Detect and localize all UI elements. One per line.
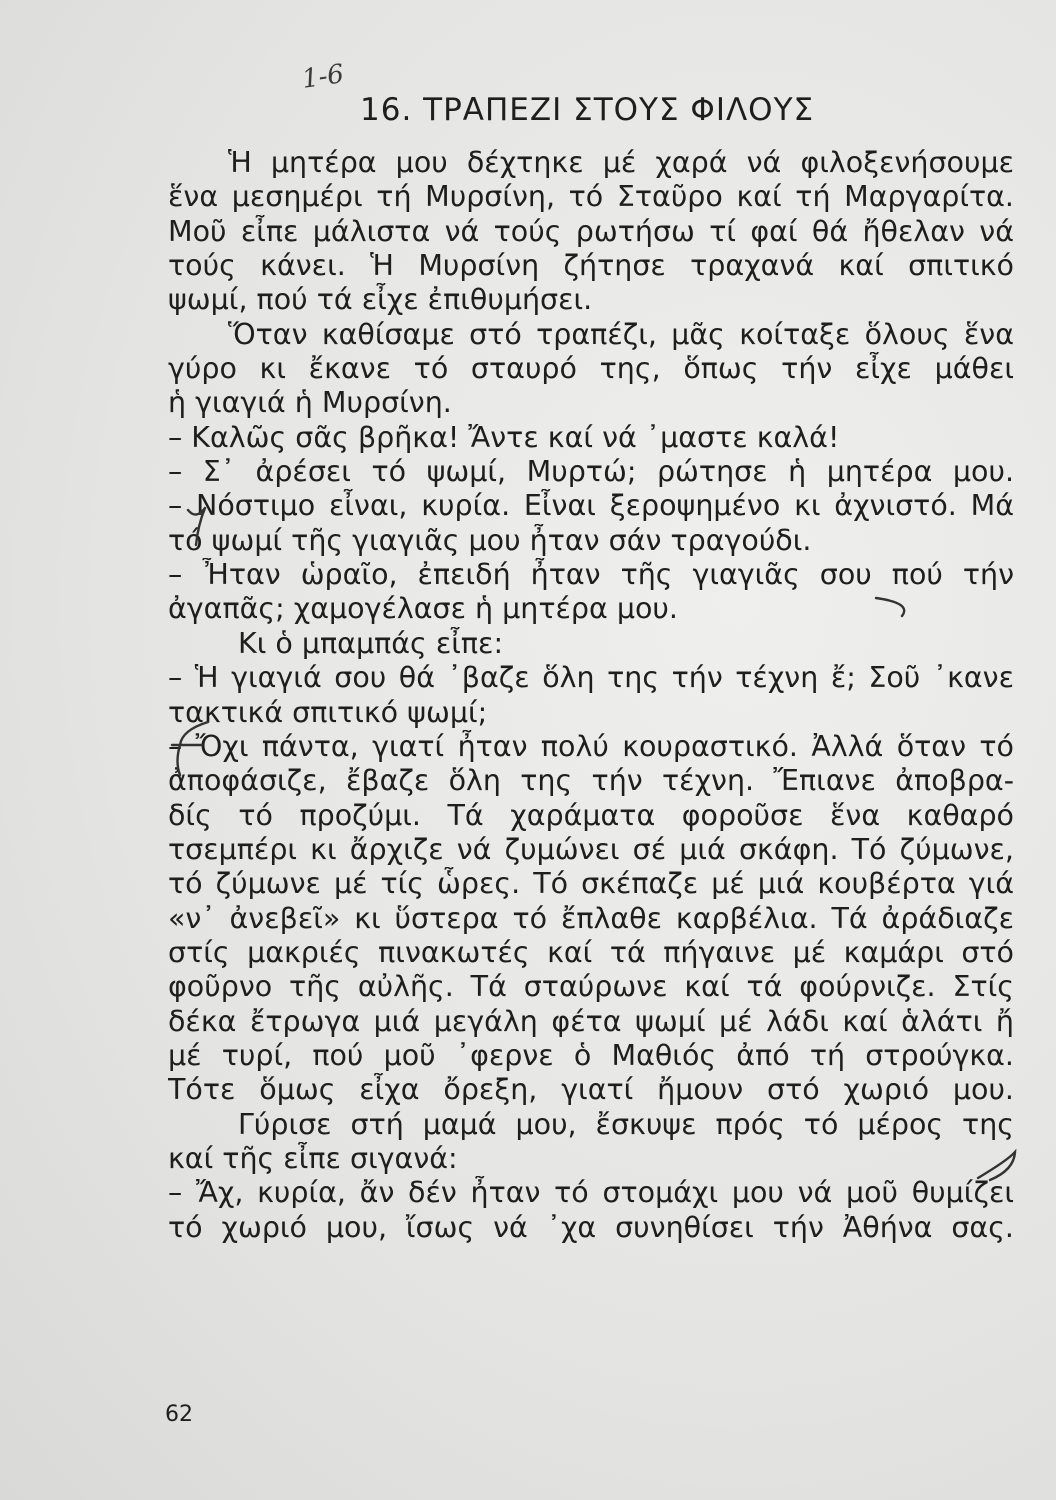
text-line: – Ἡ γιαγιά σου θά ᾽βαζε ὅλη της τήν τέχνη ἔ; Σοῦ ᾽κανε bbox=[168, 661, 1014, 695]
text-line: τούς κάνει. Ἡ Μυρσίνη ζήτησε τραχανά καί σπιτικό bbox=[168, 249, 1014, 283]
text-line: καί τῆς εἶπε σιγανά: bbox=[168, 1141, 458, 1175]
text-line: – Ἦταν ὡραῖο, ἐπειδή ἦταν τῆς γιαγιᾶς σου πού τήν bbox=[168, 558, 1014, 592]
text-line: – Ὄχι πάντα, γιατί ἦταν πολύ κουραστικό. Ἀλλά ὅταν τό bbox=[168, 729, 1014, 763]
text-line: ψωμί, πού τά εἶχε ἐπιθυμήσει. bbox=[168, 283, 593, 317]
text-line: – Νόστιμο εἶναι, κυρία. Εἶναι ξεροψημένο κι ἀχνιστό. Μά bbox=[168, 489, 1014, 523]
text-line: Ὅταν καθίσαμε στό τραπέζι, μᾶς κοίταξε ὅλους ἕνα bbox=[228, 317, 1014, 351]
text-line: τό ψωμί τῆς γιαγιᾶς μου ἦταν σάν τραγούδι. bbox=[168, 523, 812, 557]
text-line: ἕνα μεσημέρι τή Μυρσίνη, τό Σταῦρο καί τή Μαργαρίτα. bbox=[168, 180, 1014, 214]
text-line: τακτικά σπιτικό ψωμί; bbox=[168, 695, 488, 729]
text-line: Ἡ μητέρα μου δέχτηκε μέ χαρά νά φιλοξενήσουμε bbox=[228, 146, 1014, 179]
text-line: – Σ᾽ ἀρέσει τό ψωμί, Μυρτώ; ρώτησε ἡ μητέρα μου. bbox=[168, 455, 1014, 489]
text-line: «ν᾽ ἀνεβεῖ» κι ὕστερα τό ἔπλαθε καρβέλια. Τά ἀράδιαζε bbox=[168, 901, 1014, 935]
chapter-title: 16. ΤΡΑΠΕΖΙ ΣΤΟΥΣ ΦΙΛΟΥΣ bbox=[360, 92, 815, 128]
text-line: – Καλῶς σᾶς βρῆκα! Ἄντε καί νά ᾽μαστε καλά! bbox=[168, 420, 840, 454]
text-line: ἡ γιαγιά ἡ Μυρσίνη. bbox=[168, 386, 452, 420]
text-line: φοῦρνο τῆς αὐλῆς. Τά σταύρωνε καί τά φούρνιζε. Στίς bbox=[168, 970, 1014, 1004]
text-line: Μοῦ εἶπε μάλιστα νά τούς ρωτήσω τί φαί θά ἤθελαν νά bbox=[168, 214, 1014, 248]
body-text bbox=[168, 146, 1014, 1245]
text-line: τό χωριό μου, ἴσως νά ᾽χα συνηθίσει τήν Ἀθήνα σας. bbox=[168, 1210, 1014, 1244]
text-line: ἀποφάσιζε, ἔβαζε ὅλη της τήν τέχνη. Ἔπιανε ἀποβρα- bbox=[168, 764, 1014, 798]
text-line: – Ἄχ, κυρία, ἄν δέν ἦταν τό στομάχι μου νά μοῦ θυμίζει bbox=[168, 1176, 1014, 1210]
text-line: δίς τό προζύμι. Τά χαράματα φοροῦσε ἕνα καθαρό bbox=[168, 798, 1014, 832]
text-line: Τότε ὅμως εἶχα ὄρεξη, γιατί ἤμουν στό χωριό μου. bbox=[168, 1073, 1014, 1107]
text-line: Κι ὁ μπαμπάς εἶπε: bbox=[238, 626, 504, 660]
text-line: ἀγαπᾶς; χαμογέλασε ἡ μητέρα μου. bbox=[168, 592, 678, 626]
handwritten-margin-note: 1-6 bbox=[300, 59, 346, 95]
text-line: δέκα ἔτρωγα μιά μεγάλη φέτα ψωμί μέ λάδι καί ἁλάτι ἤ bbox=[168, 1004, 1014, 1038]
text-line: γύρο κι ἔκανε τό σταυρό της, ὅπως τήν εἶχε μάθει bbox=[168, 352, 1014, 386]
text-line: τό ζύμωνε μέ τίς ὧρες. Τό σκέπαζε μέ μιά κουβέρτα γιά bbox=[168, 867, 1014, 901]
text-line: Γύρισε στή μαμά μου, ἔσκυψε πρός τό μέρος της bbox=[238, 1107, 1014, 1141]
page-number: 62 bbox=[165, 1402, 193, 1427]
text-line: στίς μακριές πινακωτές καί τά πήγαινε μέ καμάρι στό bbox=[168, 935, 1014, 969]
text-line: τσεμπέρι κι ἄρχιζε νά ζυμώνει σέ μιά σκάφη. Τό ζύμωνε, bbox=[168, 832, 1014, 866]
text-line: μέ τυρί, πού μοῦ ᾽φερνε ὁ Μαθιός ἀπό τή στρούγκα. bbox=[168, 1038, 1014, 1072]
